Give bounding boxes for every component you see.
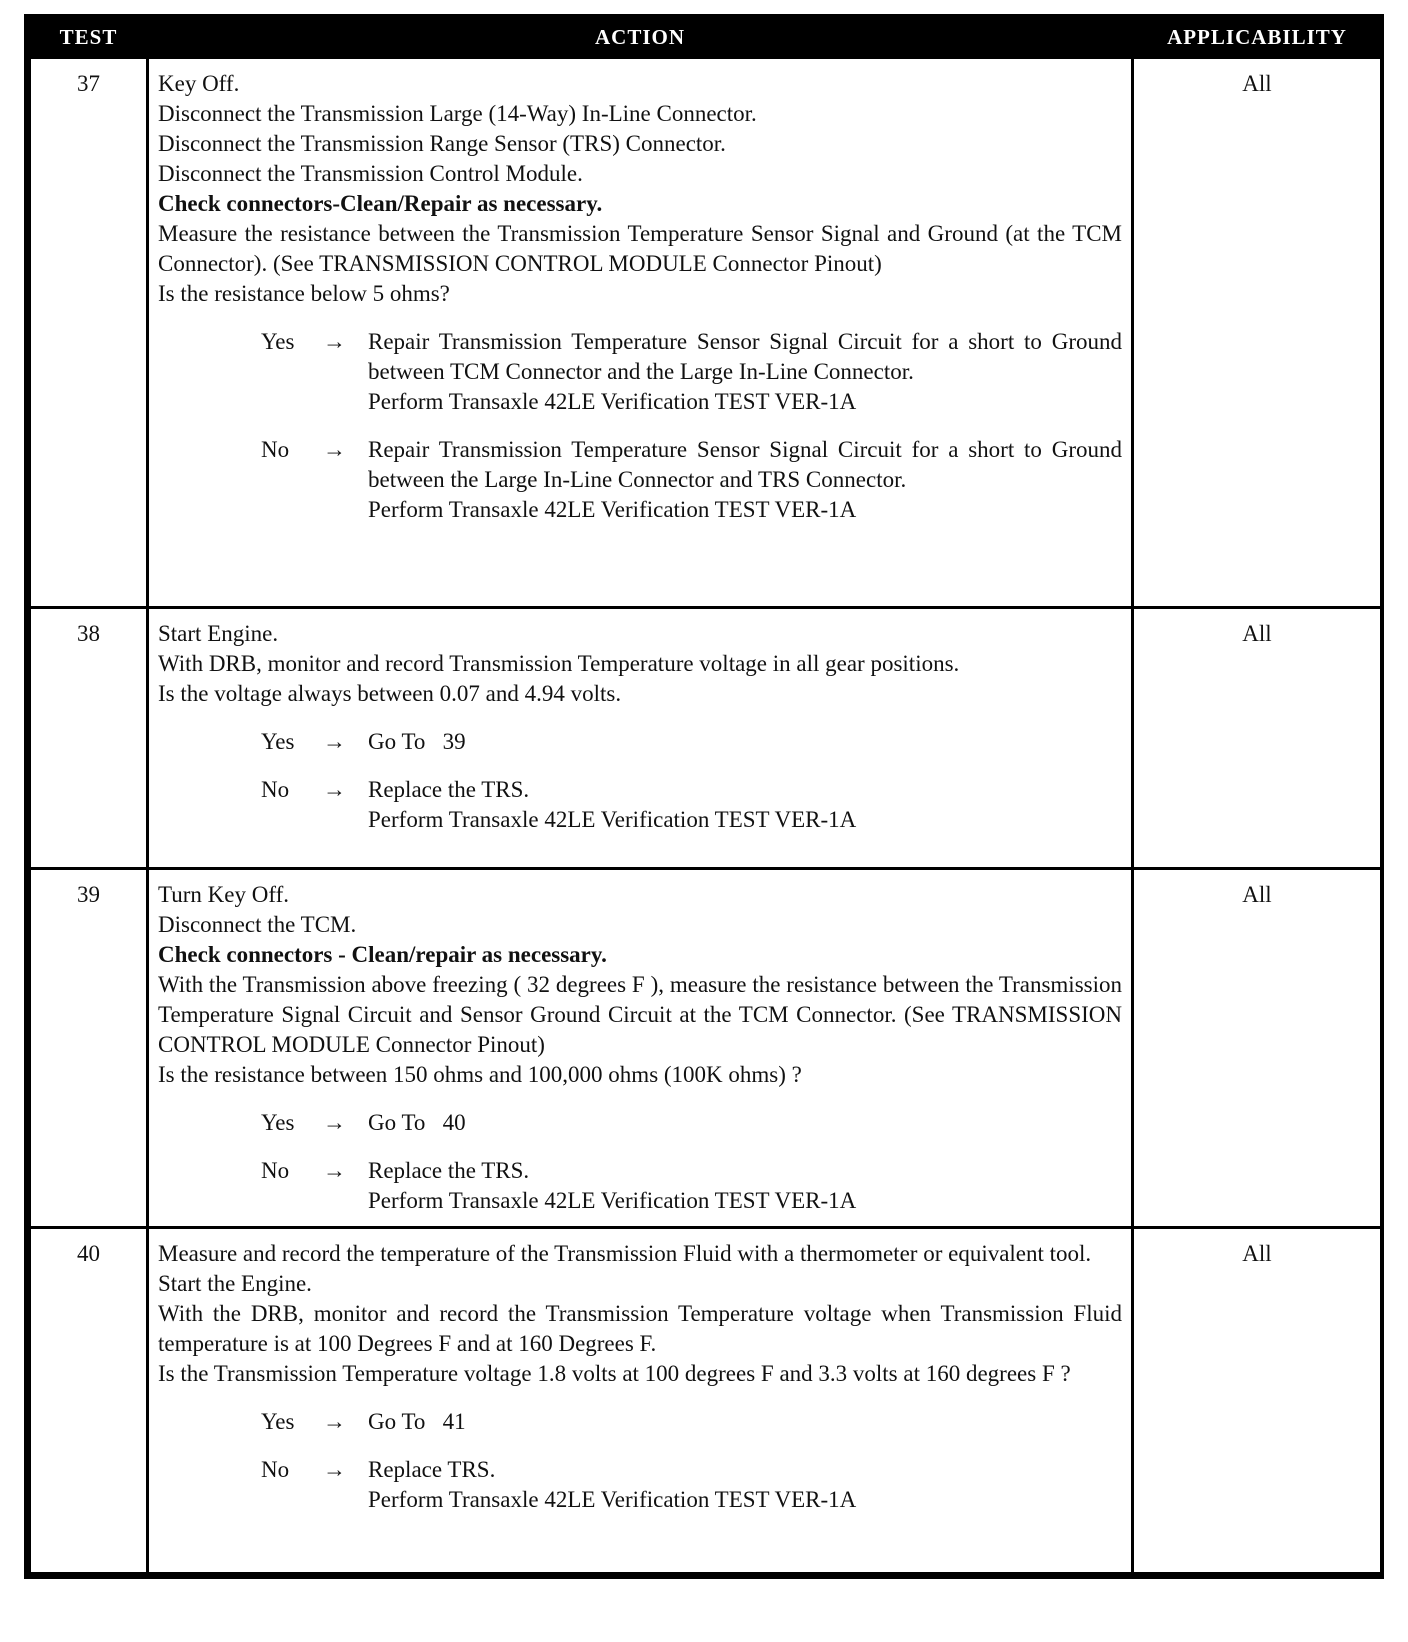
arrow-right-icon: → [323,1158,346,1183]
diagnostic-table [28,18,1383,1575]
outcome-line: Go To 41 [368,1409,466,1434]
arrow-right-icon: → [323,777,346,802]
outcome-yes-result [368,727,1122,757]
action-question: Is the resistance below 5 ohms? [158,281,450,306]
applicability-cell: All [1133,1228,1382,1574]
outcome-no [158,1156,1122,1216]
action-step: Measure the resistance between the Transmission Temperature Sensor Signal and Ground (at the TCM Connector). (See TRANSMISSION CONTROL MODULE Connector Pinout) [158,221,1122,276]
action-step: With the Transmission above freezing ( 32 degrees F ), measure the resistance between the Transmission Temperature Signal Circuit and Sensor Ground Circuit at the TCM Connector. (See TRANSMISSION CONTROL MODULE Connector Pinout) [158,972,1122,1057]
diagnostic-table-sheet [24,14,1384,1579]
outcome-no-label: No [261,437,290,462]
outcome-line: Perform Transaxle 42LE Verification TEST VER-1A [368,1487,857,1512]
action-step: Start Engine. [158,621,279,646]
outcome-yes-label: Yes [261,729,295,754]
action-step: Disconnect the TCM. [158,912,357,937]
outcome-line: Replace the TRS. [368,1158,530,1183]
outcome-yes [158,1108,1122,1138]
header-action: ACTION [148,18,1133,58]
outcome-yes-result [368,1108,1122,1138]
test-number: 40 [30,1228,148,1574]
outcome-yes-label: Yes [261,329,295,354]
outcome-yes-label: Yes [261,1110,295,1135]
applicability-cell: All [1133,58,1382,608]
action-question: Is the resistance between 150 ohms and 100,000 ohms (100K ohms) ? [158,1062,802,1087]
action-step-bold: Check connectors-Clean/Repair as necessary. [158,191,603,216]
applicability-cell: All [1133,869,1382,1228]
outcome-no-label: No [261,1158,290,1183]
outcome-line: Repair Transmission Temperature Sensor Signal Circuit for a short to Ground between TCM Connector and the Large In-Line Connector. [368,329,1122,384]
arrow-right-icon: → [323,1409,346,1434]
action-step: Key Off. [158,71,240,96]
outcome-no-label: No [261,1457,290,1482]
outcome-line: Go To 40 [368,1110,466,1135]
action-cell [148,1228,1133,1574]
action-step: With DRB, monitor and record Transmission Temperature voltage in all gear positions. [158,651,960,676]
outcome-line: Perform Transaxle 42LE Verification TEST VER-1A [368,807,857,832]
arrow-right-icon: → [323,437,346,462]
outcome-line: Perform Transaxle 42LE Verification TEST VER-1A [368,389,857,414]
arrow-right-icon: → [323,729,346,754]
arrow-right-icon: → [323,329,346,354]
outcome-no-result [368,435,1122,525]
action-cell [148,608,1133,869]
outcome-yes [158,327,1122,417]
outcome-yes [158,1407,1122,1437]
test-number: 37 [30,58,148,608]
outcome-yes-label: Yes [261,1409,295,1434]
action-step: With the DRB, monitor and record the Transmission Temperature voltage when Transmission Fluid temperature is at 100 Degrees F and at 160 Degrees F. [158,1301,1122,1356]
action-step: Disconnect the Transmission Range Sensor (TRS) Connector. [158,131,726,156]
table-row [30,869,1382,1228]
test-number: 39 [30,869,148,1228]
arrow-right-icon: → [323,1457,346,1482]
action-step: Start the Engine. [158,1271,312,1296]
outcome-no [158,1455,1122,1515]
table-row [30,608,1382,869]
action-question: Is the Transmission Temperature voltage 1.8 volts at 100 degrees F and 3.3 volts at 160 degrees F ? [158,1361,1071,1386]
arrow-right-icon: → [323,1110,346,1135]
header-test: TEST [30,18,148,58]
outcome-line: Replace the TRS. [368,777,530,802]
action-step: Disconnect the Transmission Control Module. [158,161,583,186]
action-step: Measure and record the temperature of the Transmission Fluid with a thermometer or equivalent tool. [158,1241,1092,1266]
table-row [30,1228,1382,1574]
outcome-no-result [368,775,1122,835]
test-number: 38 [30,608,148,869]
table-row [30,58,1382,608]
outcome-no [158,435,1122,525]
action-step: Turn Key Off. [158,882,289,907]
outcome-line: Go To 39 [368,729,466,754]
action-step: Disconnect the Transmission Large (14-Way) In-Line Connector. [158,101,757,126]
outcome-line: Replace TRS. [368,1457,496,1482]
outcome-no-result [368,1156,1122,1216]
outcome-line: Perform Transaxle 42LE Verification TEST VER-1A [368,497,857,522]
action-cell [148,869,1133,1228]
outcome-yes [158,727,1122,757]
header-applicability: APPLICABILITY [1133,18,1382,58]
outcome-no-result [368,1455,1122,1515]
outcome-no-label: No [261,777,290,802]
outcome-yes-result [368,327,1122,417]
outcome-no [158,775,1122,835]
table-header-row [30,18,1382,58]
outcome-yes-result [368,1407,1122,1437]
outcome-line: Perform Transaxle 42LE Verification TEST VER-1A [368,1188,857,1213]
applicability-cell: All [1133,608,1382,869]
action-cell [148,58,1133,608]
action-step-bold: Check connectors - Clean/repair as necessary. [158,942,607,967]
action-question: Is the voltage always between 0.07 and 4.94 volts. [158,681,622,706]
outcome-line: Repair Transmission Temperature Sensor Signal Circuit for a short to Ground between the Large In-Line Connector and TRS Connector. [368,437,1122,492]
